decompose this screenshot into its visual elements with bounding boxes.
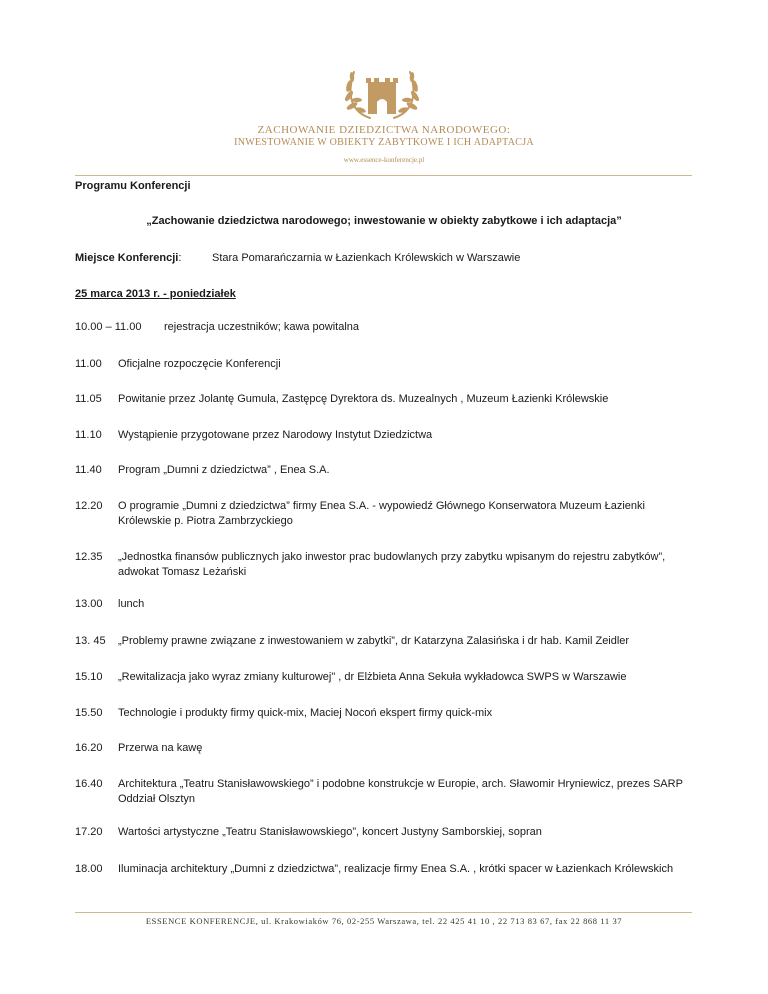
schedule-desc: „Problemy prawne związane z inwestowaniem w zabytki”, dr Katarzyna Zalasińska i dr hab. Kamil Zeidler bbox=[118, 635, 630, 647]
schedule-desc: Wystąpienie przygotowane przez Narodowy Instytut Dziedzictwa bbox=[118, 429, 433, 441]
schedule-desc: Oficjalne rozpoczęcie Konferencji bbox=[118, 358, 281, 370]
schedule-desc: Technologie i produkty firmy quick-mix, Maciej Nocoń ekspert firmy quick-mix bbox=[118, 707, 493, 719]
header-subtitle: INWESTOWANIE W OBIEKTY ZABYTKOWE I ICH ADAPTACJA bbox=[234, 137, 534, 148]
schedule-desc: Powitanie przez Jolantę Gumula, Zastępcę Dyrektora ds. Muzealnych , Muzeum Łazienki Królewskie bbox=[118, 393, 609, 405]
schedule-desc: „Rewitalizacja jako wyraz zmiany kulturowej" , dr Elżbieta Anna Sekuła wykładowca SWPS w Warszawie bbox=[118, 671, 627, 683]
schedule-time: 17.20 bbox=[75, 826, 103, 838]
schedule-time: 13. 45 bbox=[75, 635, 106, 647]
schedule-time: 15.50 bbox=[75, 707, 103, 719]
top-divider bbox=[75, 175, 692, 176]
venue-label-text: Miejsce Konferencji bbox=[75, 252, 179, 264]
footer-contact: ESSENCE KONFERENCJE, ul. Krakowiaków 76, 02-255 Warszawa, tel. 22 425 41 10 , 22 713 83 67, fax 22 868 11 37 bbox=[145, 916, 623, 926]
venue-value: Stara Pomarańczarnia w Łazienkach Królewskich w Warszawie bbox=[212, 252, 521, 264]
venue-colon: : bbox=[178, 252, 182, 264]
schedule-time: 11.10 bbox=[75, 429, 102, 441]
document-title: Programu Konferencji bbox=[75, 180, 191, 192]
schedule-time: 11.05 bbox=[75, 393, 102, 405]
header-url: www.essence-konferencje.pl bbox=[343, 156, 425, 164]
schedule-time: 13.00 bbox=[75, 598, 103, 610]
schedule-time: 16.20 bbox=[75, 742, 103, 754]
schedule-desc: „Jednostka finansów publicznych jako inwestor prac budowlanych przy zabytku wpisanym do rejestru zabytków”, adwokat Tomasz Leżański bbox=[118, 551, 666, 578]
schedule-time: 11.00 bbox=[75, 358, 102, 370]
schedule-time: 12.20 bbox=[75, 500, 103, 512]
conference-name: „Zachowanie dziedzictwa narodowego; inwestowanie w obiekty zabytkowe i ich adaptacja” bbox=[146, 215, 622, 227]
schedule-desc: Przerwa na kawę bbox=[118, 742, 203, 754]
schedule-time: 11.40 bbox=[75, 464, 102, 476]
schedule-desc: O programie „Dumni z dziedzictwa” firmy Enea S.A. - wypowiedź Głównego Konserwatora Muzeum Łazienki Królewskie p. Piotra Zambrzyckiego bbox=[118, 500, 645, 527]
schedule-time: 10.00 – 11.00 bbox=[75, 321, 142, 333]
schedule-desc: rejestracja uczestników; kawa powitalna bbox=[164, 321, 360, 333]
schedule-desc: Iluminacja architektury „Dumni z dziedzictwa”, realizacje firmy Enea S.A. , krótki spacer w Łazienkach Królewskich bbox=[118, 863, 674, 875]
day-heading: 25 marca 2013 r. - poniedziałek bbox=[75, 288, 236, 300]
schedule-desc: lunch bbox=[118, 598, 145, 610]
schedule-time: 18.00 bbox=[75, 863, 103, 875]
bottom-divider bbox=[75, 912, 692, 913]
schedule-time: 15.10 bbox=[75, 671, 103, 683]
schedule-time: 16.40 bbox=[75, 778, 103, 790]
laurel-castle-icon bbox=[330, 60, 434, 122]
schedule-desc: Wartości artystyczne „Teatru Stanisławowskiego”, koncert Justyny Samborskiej, sopran bbox=[118, 826, 542, 838]
schedule-time: 12.35 bbox=[75, 551, 103, 563]
schedule-desc: Program „Dumni z dziedzictwa” , Enea S.A. bbox=[118, 464, 330, 476]
schedule-desc: Architektura „Teatru Stanisławowskiego” i podobne konstrukcje w Europie, arch. Sławomir Hryniewicz, prezes SARP Oddział Olsztyn bbox=[118, 778, 683, 805]
header-title: ZACHOWANIE DZIEDZICTWA NARODOWEGO: bbox=[257, 124, 511, 136]
venue-label bbox=[75, 252, 181, 264]
